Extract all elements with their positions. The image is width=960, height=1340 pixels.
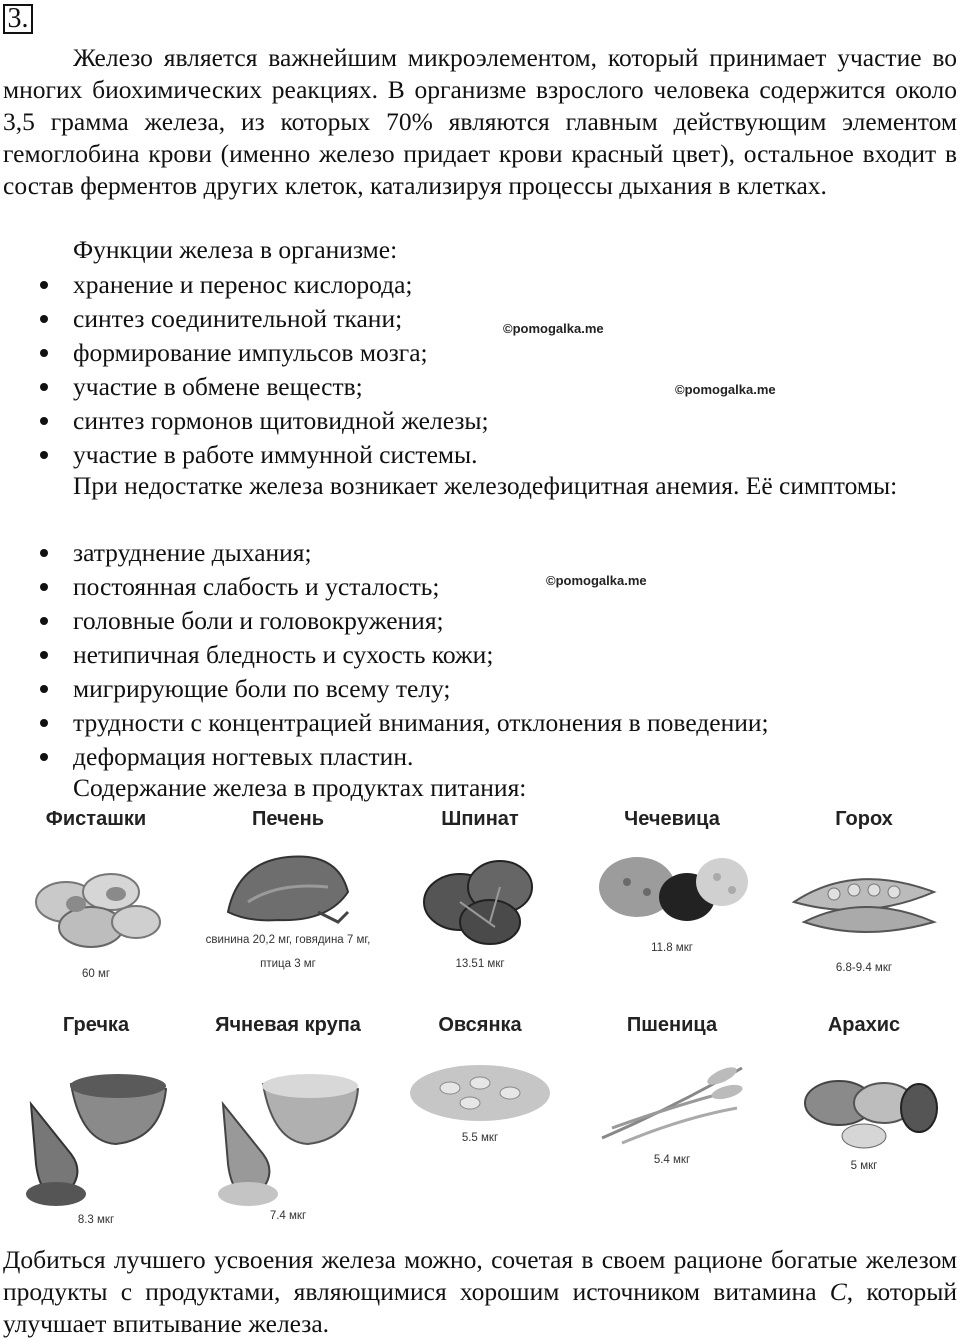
peanut-icon [784,1048,944,1158]
list-item: деформация ногтевых пластин. [0,740,940,774]
functions-list [0,268,940,472]
bullet-icon [40,549,48,557]
watermark: ©pomogalka.me [675,382,776,397]
food-name: Печень [251,808,325,830]
food-name: Шпинат [441,808,519,830]
food-name: Овсянка [438,1014,522,1036]
lentil-icon [592,842,752,932]
list-item: мигрирующие боли по всему телу; [0,672,940,706]
foods-heading: Содержание железа в продуктах питания: [73,773,527,802]
list-item: постоянная слабость и усталость; [0,570,940,604]
food-amount: 13.51 мкг [455,958,505,970]
food-amount: 8.3 мкг [77,1214,115,1226]
bullet-icon [40,685,48,693]
list-item: хранение и перенос кислорода; [0,268,940,302]
food-name: Ячневая крупа [215,1014,361,1036]
food-amount: 6.8-9.4 мкг [835,962,893,974]
bullet-icon [40,281,48,289]
peas-icon [784,842,944,952]
food-name: Чечевица [624,808,720,830]
task-number: 3. [3,4,33,34]
list-item: участие в обмене веществ; [0,370,940,404]
list-item: головные боли и головокружения; [0,604,940,638]
spinach-icon [400,842,560,952]
food-name: Горох [835,808,893,830]
food-amount: 11.8 мкг [651,942,693,954]
food-name: Гречка [62,1014,130,1036]
deficiency-paragraph: При недостатке железа возникает железодефицитная анемия. Её симптомы: [73,471,898,500]
food-amount: свинина 20,2 мг, говядина 7 мг, птица 3 мг [205,934,371,970]
food-name: Пшеница [626,1014,718,1036]
symptoms-list [0,536,940,774]
list-item: нетипичная бледность и сухость кожи; [0,638,940,672]
list-item: формирование импульсов мозга; [0,336,940,370]
bullet-icon [40,617,48,625]
pistachio-icon [16,842,176,962]
watermark: ©pomogalka.me [546,573,647,588]
barley-icon [208,1044,368,1214]
food-name: Фисташки [45,808,147,830]
food-name: Арахис [827,1014,901,1036]
list-item: синтез соединительной ткани; [0,302,940,336]
bullet-icon [40,719,48,727]
list-item: синтез гормонов щитовидной железы; [0,404,940,438]
bullet-icon [40,451,48,459]
bullet-icon [40,315,48,323]
food-amount: 60 мг [81,968,111,980]
food-amount: 5.5 мкг [461,1132,499,1144]
bullet-icon [40,753,48,761]
bullet-icon [40,383,48,391]
vitamin-variable: C [829,1277,847,1306]
bullet-icon [40,417,48,425]
buckwheat-icon [16,1044,176,1214]
list-item: трудности с концентрацией внимания, отклонения в поведении; [0,706,940,740]
conclusion-paragraph: Добиться лучшего усвоения железа можно, сочетая в своем рационе богатые железом продукты с продуктами, являющимися хорошим источником витамина C, который улучшает впитывание железа. [3,1245,957,1338]
bullet-icon [40,349,48,357]
food-amount: 5 мкг [850,1160,878,1172]
bullet-icon [40,651,48,659]
functions-heading: Функции железа в организме: [73,235,398,264]
food-amount: 5.4 мкг [653,1154,691,1166]
watermark: ©pomogalka.me [503,321,604,336]
oatmeal-icon [400,1048,560,1128]
wheat-icon [592,1048,752,1148]
liver-icon [208,842,368,932]
intro-paragraph: Железо является важнейшим микроэлементом, который принимает участие во многих биохимических реакциях. В организме взрослого человека содержится около 3,5 грамма железа, из которых 70% являются главным действующим элементом гемоглобина крови (именно железо придает крови красный цвет), остальное входит в состав ферментов других клеток, катализируя процессы дыхания в клетках. [3,43,957,200]
food-amount: 7.4 мкг [269,1210,307,1222]
list-item: участие в работе иммунной системы. [0,438,940,472]
bullet-icon [40,583,48,591]
list-item: затруднение дыхания; [0,536,940,570]
